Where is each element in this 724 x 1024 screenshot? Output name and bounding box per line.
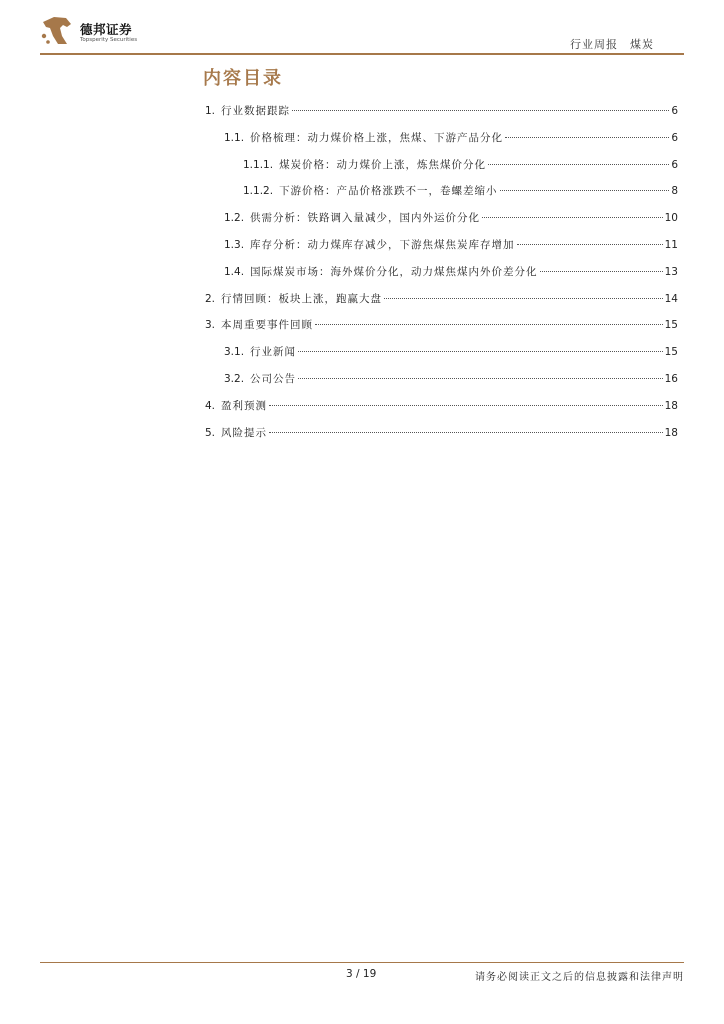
- toc-entry-page: 6: [671, 131, 678, 144]
- toc-dot-leader: [298, 351, 663, 352]
- toc-entry[interactable]: [243, 157, 678, 173]
- toc-entry-number: 3.1.: [224, 346, 245, 359]
- toc-dot-leader: [500, 190, 670, 191]
- toc-dot-leader: [488, 164, 669, 165]
- toc-entry[interactable]: [205, 398, 678, 414]
- toc-entry[interactable]: [224, 344, 678, 360]
- toc-dot-leader: [517, 244, 663, 245]
- toc-entry-page: 16: [664, 373, 678, 385]
- toc-entry-title: 价格梳理：动力煤价格上涨，焦煤、下游产品分化: [250, 131, 504, 144]
- toc-entry[interactable]: [224, 264, 678, 280]
- toc-entry-title: 国际煤炭市场：海外煤价分化，动力煤焦煤内外价差分化: [250, 265, 538, 278]
- toc-entry[interactable]: [224, 237, 678, 253]
- toc-dot-leader: [269, 432, 663, 433]
- toc-dot-leader: [540, 271, 663, 272]
- toc-entry-page: 8: [671, 185, 678, 198]
- logo-mark-icon: [40, 14, 74, 48]
- toc-entry-title: 公司公告: [250, 373, 297, 385]
- toc-entry-number: 3.2.: [224, 373, 245, 385]
- toc-entry[interactable]: [243, 183, 678, 199]
- toc-entry-page: 6: [671, 105, 678, 117]
- toc-entry[interactable]: [205, 291, 678, 307]
- toc-entry[interactable]: [224, 130, 678, 146]
- toc-entry-title: 行业新闻: [250, 346, 297, 359]
- toc-entry-page: 15: [664, 319, 678, 332]
- toc-entry-number: 1.1.1.: [243, 158, 274, 171]
- toc-dot-leader: [269, 405, 663, 406]
- toc-dot-leader: [298, 378, 663, 379]
- toc-dot-leader: [384, 298, 663, 299]
- industry-label: 煤炭: [630, 38, 654, 51]
- toc-entry[interactable]: [224, 371, 678, 387]
- toc-entry-page: 18: [664, 399, 678, 412]
- toc-entry-title: 风险提示: [221, 426, 268, 439]
- toc-entry-title: 本周重要事件回顾: [221, 319, 314, 332]
- toc-entry[interactable]: [205, 317, 678, 333]
- toc-entry-title: 下游价格：产品价格涨跌不一，卷螺差缩小: [279, 185, 498, 198]
- disclaimer-note: 请务必阅读正文之后的信息披露和法律声明: [475, 972, 684, 983]
- toc-entry[interactable]: [205, 103, 678, 119]
- footer-divider: [40, 962, 684, 963]
- toc-dot-leader: [315, 324, 663, 325]
- toc-entry-title: 行业数据跟踪: [221, 105, 291, 117]
- header-divider: [40, 53, 684, 55]
- toc-entry-number: 1.4.: [224, 265, 245, 278]
- page-number: 3 / 19: [346, 968, 377, 980]
- report-type: 行业周报: [570, 38, 618, 51]
- toc-entry-number: 4.: [205, 399, 216, 412]
- toc-entry-page: 14: [664, 292, 678, 305]
- toc-entry-title: 盈利预测: [221, 399, 268, 412]
- toc-entry-title: 煤炭价格：动力煤价上涨，炼焦煤价分化: [279, 158, 487, 171]
- toc-dot-leader: [292, 110, 669, 111]
- toc-entry-page: 11: [664, 239, 678, 251]
- header-category: [570, 36, 654, 52]
- toc-entry-number: 1.2.: [224, 212, 245, 225]
- toc-entry-page: 15: [664, 346, 678, 359]
- toc-title: 内容目录: [203, 68, 283, 89]
- logo-text-cn: 德邦证券: [80, 22, 133, 37]
- toc-dot-leader: [482, 217, 663, 218]
- toc-entry-number: 2.: [205, 292, 216, 305]
- toc-entry-page: 6: [671, 158, 678, 171]
- toc-entry-number: 1.3.: [224, 239, 245, 251]
- toc-entry-title: 库存分析：动力煤库存减少，下游焦煤焦炭库存增加: [250, 239, 515, 251]
- toc-entry-title: 供需分析：铁路调入量减少，国内外运价分化: [250, 212, 481, 225]
- toc-entry-page: 18: [664, 426, 678, 439]
- toc-entry[interactable]: [205, 425, 678, 441]
- toc-entry-number: 1.1.2.: [243, 185, 274, 198]
- toc-entry-page: 13: [664, 265, 678, 278]
- toc-dot-leader: [505, 137, 669, 138]
- company-logo: [40, 14, 180, 52]
- toc-entry-number: 3.: [205, 319, 216, 332]
- toc-entry-page: 10: [664, 212, 678, 225]
- toc-entry-number: 5.: [205, 426, 216, 439]
- toc-entry[interactable]: [224, 210, 678, 226]
- toc-entry-number: 1.1.: [224, 131, 245, 144]
- toc-entry-number: 1.: [205, 105, 216, 117]
- toc-entry-title: 行情回顾：板块上涨，跑赢大盘: [221, 292, 383, 305]
- logo-text-en: Topsperity Securities: [80, 37, 138, 43]
